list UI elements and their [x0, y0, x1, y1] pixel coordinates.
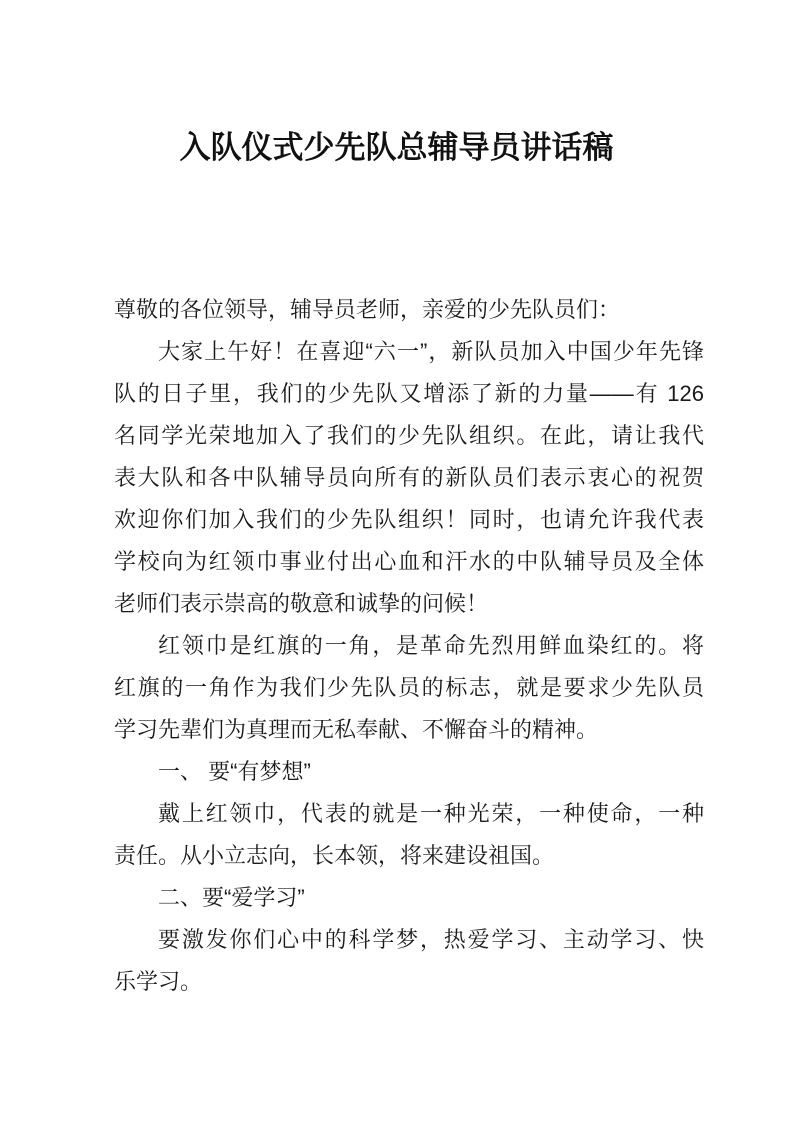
text-line: 尊敬的各位领导，辅导员老师，亲爱的少先队员们：	[114, 297, 621, 322]
text-line: 欢迎你们加入我们的少先队组织！同时，也请允许我代表	[114, 507, 704, 532]
text-line: 表大队和各中队辅导员向所有的新队员们表示衷心的祝贺	[114, 465, 704, 490]
text-line: 红旗的一角作为我们少先队员的标志，就是要求少先队员	[114, 675, 704, 700]
text-line: 老师们表示崇高的敬意和诚挚的问候！	[114, 591, 489, 616]
text-line: 学校向为红领巾事业付出心血和汗水的中队辅导员及全体	[114, 549, 704, 574]
text-line: 要激发你们心中的科学梦，热爱学习、主动学习、快	[158, 927, 704, 952]
text-line: 乐学习。	[114, 969, 203, 994]
document-title: 入队仪式少先队总辅导员讲话稿	[179, 130, 614, 165]
text-line: 学习先辈们为真理而无私奉献、不懈奋斗的精神。	[114, 717, 599, 742]
document-body	[114, 289, 704, 1003]
text-line: 名同学光荣地加入了我们的少先队组织。在此，请让我代	[114, 423, 704, 448]
text-line: 一、 要“有梦想”	[158, 759, 311, 784]
text-line: 二、要“爱学习”	[158, 885, 305, 910]
text-line: 红领巾是红旗的一角，是革命先烈用鲜血染红的。将	[158, 633, 704, 658]
text-line: 大家上午好！在喜迎“六一”，新队员加入中国少年先锋	[158, 339, 704, 364]
text-line: 责任。从小立志向，长本领，将来建设祖国。	[114, 843, 555, 868]
text-line: 戴上红领巾，代表的就是一种光荣，一种使命，一种	[158, 801, 704, 826]
text-line: 队的日子里，我们的少先队又增添了新的力量——有 126	[114, 381, 704, 406]
